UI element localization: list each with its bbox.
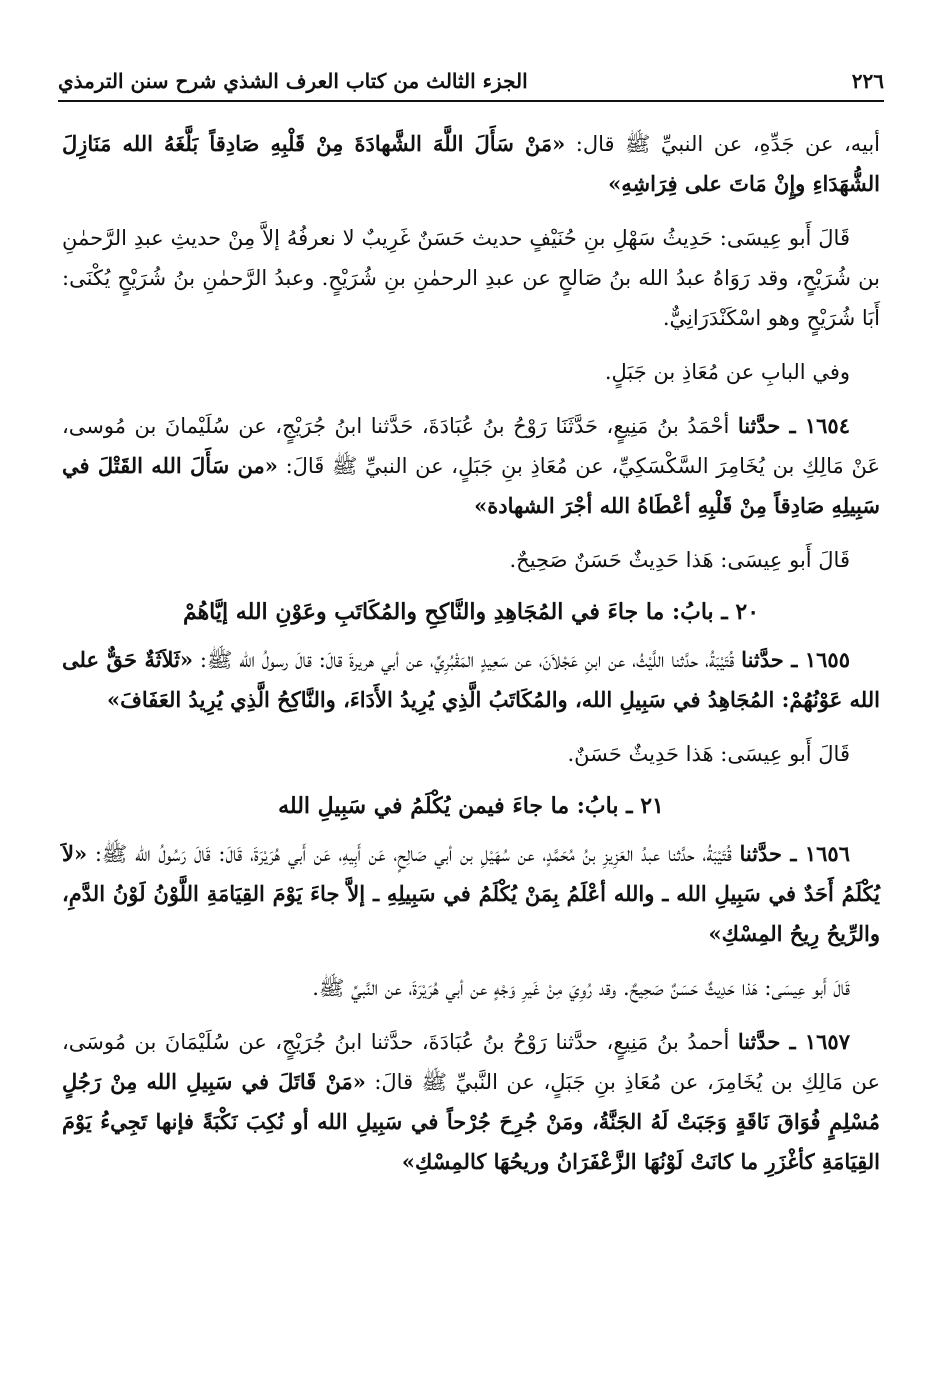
commentary-paragraph: وفي البابِ عن مُعَاذِ بن جَبَلٍ. xyxy=(604,360,850,384)
hadith-quote: «مَنْ قَاتَلَ في سَبِيلِ الله مِنْ رَجُلٍ مُسْلِمٍ فُوَاقَ نَاقَةٍ وَجَبَتْ لَهُ الجَنَّةُ، ومَنْ جُرِحَ جُرْحاً في سَبِيلِ الله أو نُكِبَ نَكْبَةً فإنها تَجِيءُ يَوْمَ القِيَامَةِ كأغْزَرِ ما كانَتْ لَوْنُهَا الزَّعْفَرَانُ وريحُهَا كالمِسْكِ» xyxy=(62,1069,880,1174)
narration-chain: قُتَيْبَةُ، حدَّثنا عبدُ العَزِيزِ بنُ مُحَمَّدٍ، عن سُهَيْلِ بن أبي صَالِحٍ، عَن أَبِيهِ، عَن أَبي هُرَيْرَةَ، قَالَ: قَالَ رَسُولُ الله ﷺ: xyxy=(87,842,740,866)
hadith-1655 xyxy=(62,640,880,720)
commentary-paragraph: قَالَ أَبو عِيسَى: هَذا حَدِيثٌ حَسَنٌ. xyxy=(567,742,850,766)
commentary-paragraph: قَالَ أَبو عِيسَى: هَذا حَدِيثٌ حَسَنٌ صَحِيحٌ. xyxy=(509,548,850,572)
hadith-1657 xyxy=(62,1022,880,1182)
commentary-paragraph: قَالَ أَبو عِيسَى: هَذا حَدِيثٌ حَسَنٌ صَحِيحٌ. وقد رُوِيَ مِنْ غَيرِ وَجْهٍ عن أبي هُرَيْرَةَ، عن النَّبيِّ ﷺ. xyxy=(312,976,850,1000)
chapter-heading-20: ٢٠ ـ بابُ: ما جاءَ في المُجَاهِدِ والنَّاكِحِ والمُكَاتَبِ وعَوْنِ الله إيَّاهُمْ xyxy=(182,599,760,625)
page-body xyxy=(62,124,880,1196)
narration-text: أبيه، عن جَدِّهِ، عن النبيِّ ﷺ قال: xyxy=(565,132,880,156)
chapter-heading-21: ٢١ ـ بابُ: ما جاءَ فيمن يُكْلَمُ في سَبِيلِ الله xyxy=(278,793,664,819)
hadith-number: ١٦٥٥ ـ حدَّثنا xyxy=(741,647,850,672)
hadith-quote: «ثَلاَثَةٌ حَقٌّ على الله عَوْنُهُمْ: المُجَاهِدُ في سَبِيلِ الله، والمُكَاتَبُ الَّذِي يُرِيدُ الأَدَاءَ، والنَّاكِحُ الَّذِي يُرِيدُ العَفَافَ» xyxy=(62,647,880,712)
running-title: الجزء الثالث من كتاب العرف الشذي شرح سنن الترمذي xyxy=(58,69,528,93)
page-number: ٢٢٦ xyxy=(851,69,884,93)
hadith-number: ١٦٥٧ ـ حدَّثنا xyxy=(737,1029,850,1054)
commentary-paragraph: قَالَ أَبو عِيسَى: حَدِيثُ سَهْلِ بنِ حُنَيْفٍ حديث حَسَنٌ غَرِيبٌ لا نعرفُهُ إلاَّ مِنْ حديثِ عبدِ الرَّحمٰنِ بن شُرَيْحٍ، وقد رَوَاهُ عبدُ الله بنُ صَالحٍ عن عبدِ الرحمٰنِ بنِ شُرَيْحٍ. وعبدُ الرَّحمٰنِ بنُ شُرَيْحٍ يُكْنَى: أَبَا شُرَيْحٍ وهو اسْكَنْدَرَانِيٌّ. xyxy=(62,226,880,330)
narration-chain: أحْمَدُ بنُ مَنِيعٍ، حَدَّثَنَا رَوْحُ بنُ عُبَادَةَ، حَدَّثنا ابنُ جُرَيْجٍ، عن سُلَيْمانَ بن مُوسى، عَنْ مَالِكِ بن يُخَامِرَ السَّكْسَكِيِّ، عن مُعَاذِ بنِ جَبَلٍ، عن النبيِّ ﷺ قَالَ: xyxy=(62,414,880,478)
hadith-quote: «من سَأَلَ الله القَتْلَ في سَبِيلِهِ صَادِقاً مِنْ قَلْبِهِ أعْطَاهُ الله أجْرَ الشهادة» xyxy=(62,453,880,518)
paragraph-continuation xyxy=(62,124,880,204)
hadith-number: ١٦٥٤ ـ حدَّثنا xyxy=(737,413,850,438)
hadith-1656 xyxy=(62,834,880,954)
narration-chain: قُتَيْبَةُ، حدَّثنا اللَّيْثُ، عن ابنِ عَجْلاَنَ، عن سَعِيدٍ المَقْبُرِيِّ، عن أبي هريرةَ قالَ: قالَ رسولُ الله ﷺ: xyxy=(193,648,742,672)
narration-chain: أحمدُ بنُ مَنِيعٍ، حدَّثنا رَوْحُ بنُ عُبَادَةَ، حدَّثنا ابنُ جُرَيْجٍ، عن سُلَيْمَانَ بن مُوسَى، عن مَالِكِ بن يُخَامِرَ، عن مُعَاذِ بنِ جَبَلٍ، عن النَّبيِّ ﷺ قالَ: xyxy=(62,1030,880,1094)
hadith-number: ١٦٥٦ ـ حدَّثنا xyxy=(739,841,850,866)
hadith-quote: «لاَ يُكْلَمُ أَحَدٌ في سَبِيلِ الله ـ والله أعْلَمُ بِمَنْ يُكْلَمُ في سَبِيلِهِ ـ إلاَّ جاءَ يَوْمَ القِيَامَةِ اللَّوْنُ لَوْنُ الدَّمِ، والرِّيحُ رِيحُ المِسْكِ» xyxy=(62,841,881,946)
hadith-quote: «مَنْ سَأَلَ اللَّهَ الشَّهادَةَ مِنْ قَلْبِهِ صَادِقاً بَلَّغَهُ الله مَنَازِلَ الشُّهَدَاءِ وإِنْ مَاتَ على فِرَاشِهِ» xyxy=(62,131,880,196)
running-header xyxy=(58,62,884,102)
hadith-1654 xyxy=(62,406,880,526)
